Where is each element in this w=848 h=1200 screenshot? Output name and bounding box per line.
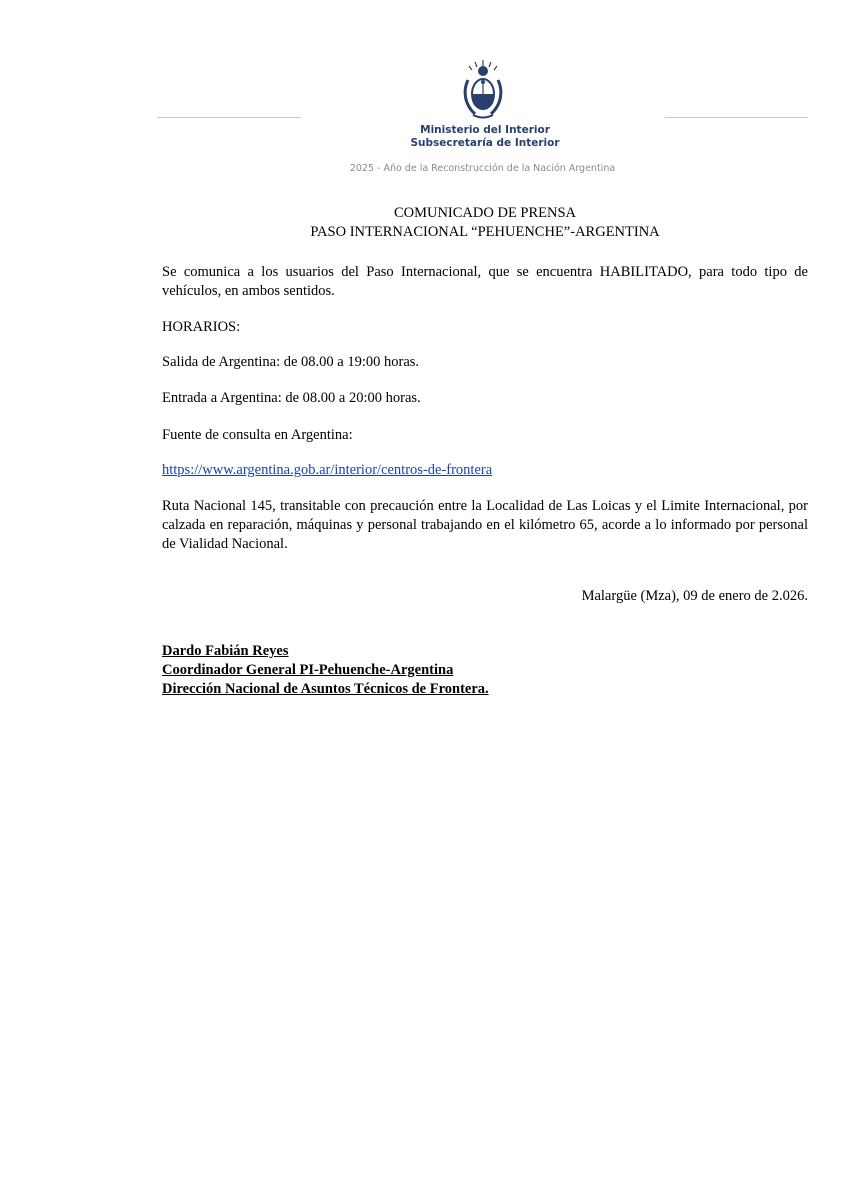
centros-de-frontera-link[interactable]: https://www.argentina.gob.ar/interior/centros-de-frontera	[162, 462, 493, 478]
intro-paragraph: Se comunica a los usuarios del Paso Internacional, que se encuentra HABILITADO, para todo tipo de vehículos, en ambos sentidos.	[162, 264, 808, 299]
press-release-title: COMUNICADO DE PRENSA	[393, 205, 577, 221]
signatory-office: Dirección Nacional de Asuntos Técnicos de Frontera.	[162, 681, 489, 697]
signatory-position: Coordinador General PI-Pehuenche-Argentina	[162, 662, 454, 678]
argentine-coat-of-arms-icon	[461, 58, 505, 120]
header-divider-right	[665, 117, 808, 118]
subsecretaria-line: Subsecretaría de Interior	[410, 137, 560, 149]
fuente-label: Fuente de consulta en Argentina:	[162, 427, 353, 443]
signatory-name: Dardo Fabián Reyes	[162, 643, 289, 659]
header-divider-left	[157, 117, 301, 118]
year-motto: 2025 - Año de la Reconstrucción de la Nación Argentina	[349, 163, 616, 174]
horarios-label: HORARIOS:	[162, 319, 241, 335]
link-paragraph	[162, 461, 808, 480]
ruta-paragraph: Ruta Nacional 145, transitable con precaución entre la Localidad de Las Loicas y el Limite Internacional, por calzada en reparación, máquinas y personal trabajando en el kilómetro 65, acorde a lo informado por personal de Vialidad Nacional.	[162, 498, 808, 552]
press-release-subtitle: PASO INTERNACIONAL “PEHUENCHE”-ARGENTINA	[310, 224, 660, 240]
salida-schedule: Salida de Argentina: de 08.00 a 19:00 horas.	[162, 354, 420, 370]
ministry-line: Ministerio del Interior	[420, 124, 550, 136]
ministry-name	[400, 124, 570, 150]
entrada-schedule: Entrada a Argentina: de 08.00 a 20:00 horas.	[162, 390, 421, 406]
place-date: Malargüe (Mza), 09 de enero de 2.026.	[581, 588, 808, 604]
